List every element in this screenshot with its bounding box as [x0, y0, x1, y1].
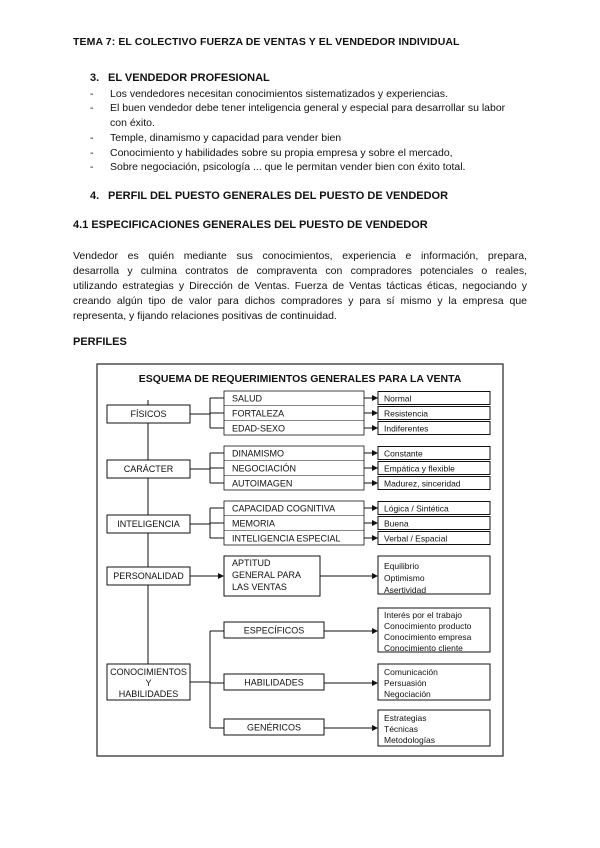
item-arrow-head: [372, 680, 378, 686]
group-label: Y: [145, 678, 152, 688]
paragraph-line: representa, y fijando relaciones positivas de continuidad.: [73, 310, 337, 322]
bullet-text: El buen vendedor debe tener inteligencia general y especial para desarrollar su labor: [110, 102, 506, 114]
paragraph-line: desarrolla y culmina contratos de compraventa con compradores potenciales o reales,: [73, 265, 527, 277]
value-text: Lógica / Sintética: [384, 503, 449, 514]
item-label: ESPECÍFICOS: [243, 625, 305, 636]
item-arrow-head: [372, 505, 378, 511]
group-label: HABILIDADES: [118, 689, 179, 699]
bullet-text: Conocimiento y habilidades sobre su propia empresa y sobre el mercado,: [110, 147, 453, 159]
item-label: APTITUD: [232, 558, 271, 568]
item-label: NEGOCIACIÓN: [232, 463, 297, 474]
paragraph-line: utilizando estrategias y Dirección de Ventas. Fuerza de Ventas tácticas éticas, negociando y: [73, 280, 527, 292]
bullet-text: Sobre negociación, psicología ... que le permitan vender bien con éxito total.: [110, 161, 466, 173]
item-arrow-head: [372, 395, 378, 401]
section-4-number: 4.: [90, 190, 100, 202]
value-text: Buena: [384, 518, 409, 529]
group-label: INTELIGENCIA: [117, 519, 180, 529]
value-text: Conocimiento empresa: [384, 632, 472, 642]
value-text: Constante: [384, 448, 423, 459]
page-heading: TEMA 7: EL COLECTIVO FUERZA DE VENTAS Y EL VENDEDOR INDIVIDUAL: [73, 36, 460, 48]
item-arrow-head: [372, 520, 378, 526]
perfiles-label: PERFILES: [73, 336, 127, 348]
paragraph-line: Vendedor es quién mediante sus conocimientos, experiencia e información, prepara,: [73, 250, 527, 262]
item-label: EDAD-SEXO: [232, 423, 286, 434]
diagram-title: ESQUEMA DE REQUERIMIENTOS GENERALES PARA LA VENTA: [138, 373, 462, 385]
item-label: GENÉRICOS: [246, 722, 302, 733]
item-label: LAS VENTAS: [232, 582, 287, 592]
value-text: Técnicas: [384, 724, 419, 734]
item-arrow-head: [372, 410, 378, 416]
value-text: Interés por el trabajo: [384, 610, 462, 620]
bullet-dash: -: [90, 147, 94, 159]
value-text: Asertividad: [384, 585, 427, 595]
item-label: SALUD: [232, 393, 263, 404]
value-text: Optimismo: [384, 573, 425, 583]
section-4-1-title: 4.1 ESPECIFICACIONES GENERALES DEL PUESTO DE VENDEDOR: [73, 219, 428, 231]
section-3-title: EL VENDEDOR PROFESIONAL: [108, 72, 270, 84]
group-label: FÍSICOS: [130, 409, 167, 419]
value-text: Estrategias: [384, 713, 427, 723]
item-label: DINAMISMO: [232, 448, 285, 459]
item-arrow-head: [372, 465, 378, 471]
item-arrow-head: [372, 725, 378, 731]
value-text: Indiferentes: [384, 423, 429, 434]
item-arrow-head: [372, 628, 378, 634]
section-4-title: PERFIL DEL PUESTO GENERALES DEL PUESTO DE VENDEDOR: [108, 190, 449, 202]
value-text: Conocimiento producto: [384, 621, 472, 631]
value-text: Negociación: [384, 689, 431, 699]
item-label: INTELIGENCIA ESPECIAL: [232, 533, 341, 544]
bullet-dash: -: [90, 161, 94, 173]
bullet-text: Los vendedores necesitan conocimientos sistematizados y experiencias.: [110, 88, 448, 100]
value-text: Metodologías: [384, 735, 436, 745]
bullet-dash: -: [90, 88, 94, 100]
value-text: Empática y flexible: [384, 463, 455, 474]
bullet-dash: -: [90, 132, 94, 144]
group-label: CONOCIMIENTOS: [110, 667, 187, 677]
paragraph-line: creando algún tipo de valor para dichos compradores y para sí mismo y la empresa que: [73, 295, 527, 307]
item-label: MEMORIA: [232, 518, 276, 529]
value-text: Persuasión: [384, 678, 427, 688]
item-arrow-head: [372, 480, 378, 486]
value-text: Normal: [384, 393, 412, 404]
section-3-number: 3.: [90, 72, 100, 84]
bullet-dash: -: [90, 102, 94, 114]
value-text: Verbal / Espacial: [384, 533, 448, 544]
item-label: AUTOIMAGEN: [232, 478, 293, 489]
value-text: Equilibrio: [384, 561, 419, 571]
item-label: GENERAL PARA: [232, 570, 302, 580]
value-text: Comunicación: [384, 667, 438, 677]
item-label: FORTALEZA: [232, 408, 285, 419]
value-text: Resistencia: [384, 408, 428, 419]
bullet-text: con éxito.: [110, 117, 155, 129]
value-text: Madurez, sinceridad: [384, 478, 461, 489]
group-arrow-head: [218, 573, 224, 579]
item-arrow-head: [372, 425, 378, 431]
item-label: HABILIDADES: [244, 677, 304, 688]
bullet-text: Temple, dinamismo y capacidad para vender bien: [110, 132, 342, 144]
item-arrow-head: [372, 450, 378, 456]
item-arrow-head: [372, 573, 378, 579]
group-label: PERSONALIDAD: [113, 571, 184, 581]
group-label: CARÁCTER: [123, 464, 174, 474]
value-text: Conocimiento cliente: [384, 643, 463, 653]
item-arrow-head: [372, 535, 378, 541]
item-label: CAPACIDAD COGNITIVA: [232, 503, 336, 514]
